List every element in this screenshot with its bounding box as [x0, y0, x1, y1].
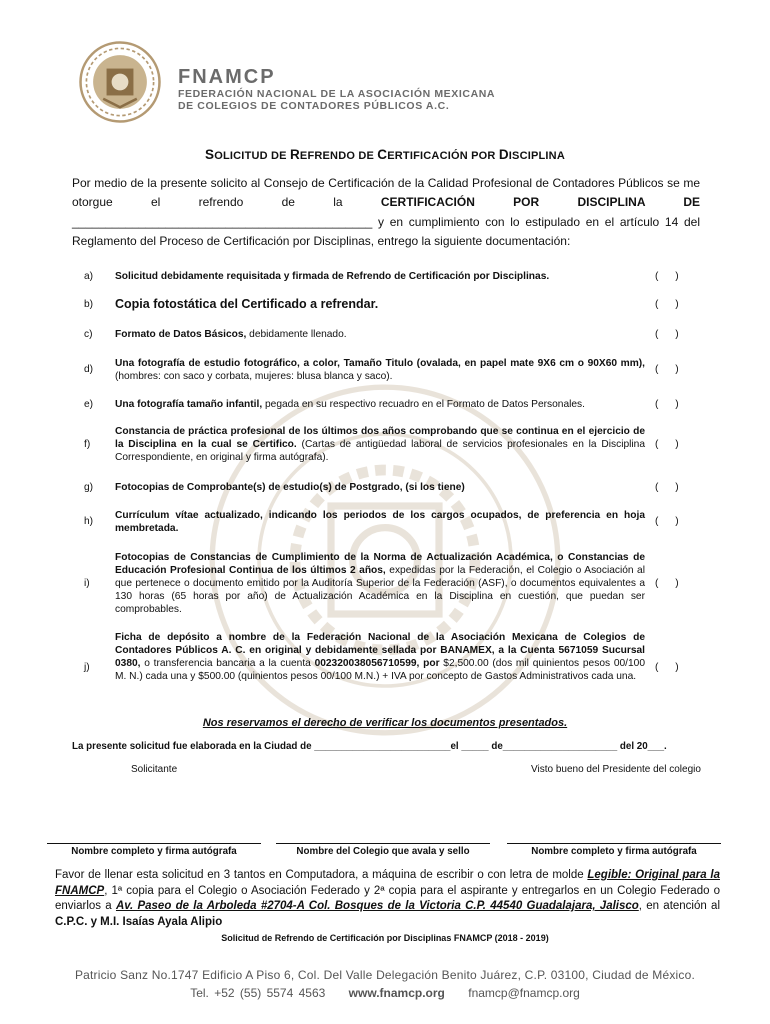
- item-letter: g): [84, 482, 94, 493]
- item-letter: h): [84, 516, 94, 527]
- item-text: Currículum vítae actualizado, indicando los periodos de los cargos ocupados, de preferencia en hoja membretada.: [115, 510, 645, 534]
- item-text: Copia fotostática del Certificado a refrendar.: [115, 297, 379, 311]
- signature-label-president: Nombre completo y firma autógrafa: [531, 846, 697, 857]
- item-letter: d): [84, 364, 94, 375]
- item-letter: e): [84, 399, 94, 410]
- president-approval-label: Visto bueno del Presidente del colegio: [531, 764, 701, 775]
- item-checkbox[interactable]: ( ): [655, 299, 679, 310]
- item-checkbox[interactable]: ( ): [655, 399, 679, 410]
- org-full-name: [178, 88, 495, 112]
- item-letter: b): [84, 299, 94, 310]
- item-checkbox[interactable]: ( ): [655, 439, 679, 450]
- item-checkbox[interactable]: ( ): [655, 329, 679, 340]
- item-letter: i): [84, 578, 90, 589]
- signature-line-president[interactable]: [507, 843, 721, 844]
- item-text: Solicitud debidamente requisitada y firmada de Refrendo de Certificación por Disciplinas.: [115, 271, 550, 282]
- signature-line-college[interactable]: [276, 843, 490, 844]
- item-checkbox[interactable]: ( ): [655, 482, 679, 493]
- item-checkbox[interactable]: ( ): [655, 271, 679, 282]
- signature-label-college: Nombre del Colegio que avala y sello: [296, 846, 470, 857]
- solicitante-label: Solicitante: [131, 764, 178, 775]
- org-line-2: DE COLEGIOS DE CONTADORES PÚBLICOS A.C.: [178, 100, 450, 112]
- footer-website-link[interactable]: www.fnamcp.org: [348, 986, 445, 1000]
- footer-phone: Tel. +52 (55) 5574 4563: [190, 986, 326, 1000]
- org-short-name: FNAMCP: [178, 66, 276, 88]
- signature-label-applicant: Nombre completo y firma autógrafa: [71, 846, 237, 857]
- intro-paragraph: Por medio de la presente solicito al Consejo de Certificación de la Calidad Profesional de Contadores Públicos se me otorgue el refrendo de la CERTIFICACIÓN POR DISCIPLINA DE _____________________________________________ y en cumplimiento con lo estipulado en el artículo 14 del Reglamento del Proceso de Certificación por Disciplinas, entrego la siguiente documentación:: [72, 176, 700, 248]
- item-checkbox[interactable]: ( ): [655, 516, 679, 527]
- item-text: Una fotografía de estudio fotográfico, a color, Tamaño Titulo (ovalada, en papel mate 9X6 cm o 90X60 mm), (hombres: con saco y corbata, mujeres: blusa blanca y saco).: [115, 358, 645, 382]
- footer-contact: [0, 986, 770, 1000]
- item-text: Una fotografía tamaño infantil, pegada en su respectivo recuadro en el Formato de Datos Personales.: [115, 399, 585, 410]
- item-text: Formato de Datos Básicos, debidamente llenado.: [115, 329, 347, 340]
- item-letter: j): [84, 662, 90, 673]
- instructions-paragraph: Favor de llenar esta solicitud en 3 tantos en Computadora, a máquina de escribir o con letra de molde Legible: Original para la FNAMCP, 1ª copia para el Colegio o Asociación Federado y 2ª copia para el aspirante y entregarlos en un Colegio Federado o enviarlos a Av. Paseo de la Arboleda #2704-A Col. Bosques de la Victoria C.P. 44540 Guadalajara, Jalisco, en atención al C.P.C. y M.I. Isaías Ayala Alipio: [55, 869, 720, 928]
- item-text: Fotocopias de Comprobante(s) de estudio(s) de Postgrado, (si los tiene): [115, 482, 465, 493]
- item-text: Fotocopias de Constancias de Cumplimiento de la Norma de Actualización Académica, o Constancias de Educación Profesional Continua de los últimos 2 años, expedidas por la Federación, el Colegio o Asociación al que pertenece o documento emitido por la Auditoría Superior de la Federación (ASF), o documentos equivalentes a 130 horas (65 horas por año) de Actualización Académica en la Disciplina en cuestión, que puedan ser comprobables.: [115, 552, 645, 615]
- item-letter: c): [84, 329, 93, 340]
- signature-line-applicant[interactable]: [47, 843, 261, 844]
- reserve-rights-note: Nos reservamos el derecho de verificar los documentos presentados.: [202, 717, 568, 729]
- item-letter: a): [84, 271, 94, 282]
- city-date-line[interactable]: La presente solicitud fue elaborada en la Ciudad de _________________________el _____ de_____________________ del 20___.: [72, 741, 667, 752]
- org-line-1: FEDERACIÓN NACIONAL DE LA ASOCIACIÓN MEXICANA: [178, 88, 496, 100]
- page-title: SOLICITUD DE REFRENDO DE CERTIFICACIÓN POR DISCIPLINA: [205, 147, 565, 162]
- footer-email-link[interactable]: fnamcp@fnamcp.org: [468, 986, 580, 1000]
- item-checkbox[interactable]: ( ): [655, 662, 679, 673]
- footer-address: Patricio Sanz No.1747 Edificio A Piso 6, Col. Del Valle Delegación Benito Juárez, C.P. 03100, Ciudad de México.: [74, 968, 696, 982]
- item-checkbox[interactable]: ( ): [655, 364, 679, 375]
- item-letter: f): [84, 439, 91, 450]
- fnamcp-logo-icon: [78, 40, 162, 124]
- form-footer-note: Solicitud de Refrendo de Certificación por Disciplinas FNAMCP (2018 - 2019): [221, 933, 549, 943]
- item-text: Constancia de práctica profesional de los últimos dos años comprobando que se continua en el ejercicio de la Disciplina en la cual se Certifico. (Cartas de antigüedad laboral de servicios profesionales en la Disciplina Correspondiente, en original y firma autógrafa).: [115, 426, 646, 463]
- item-checkbox[interactable]: ( ): [655, 578, 679, 589]
- item-text: Ficha de depósito a nombre de la Federación Nacional de la Asociación Mexicana de Colegios de Contadores Públicos A. C. en original y debidamente sellada por BANAMEX, a la Cuenta 5671059 Sucursal 0380, o transferencia bancaria a la cuenta 002320038056710599, por $2,500.00 (dos mil quinientos pesos 00/100 M. N.) cada una y $500.00 (quinientos pesos 00/100 M.N.) + IVA por concepto de Gastos Administrativos cada una.: [115, 632, 645, 682]
